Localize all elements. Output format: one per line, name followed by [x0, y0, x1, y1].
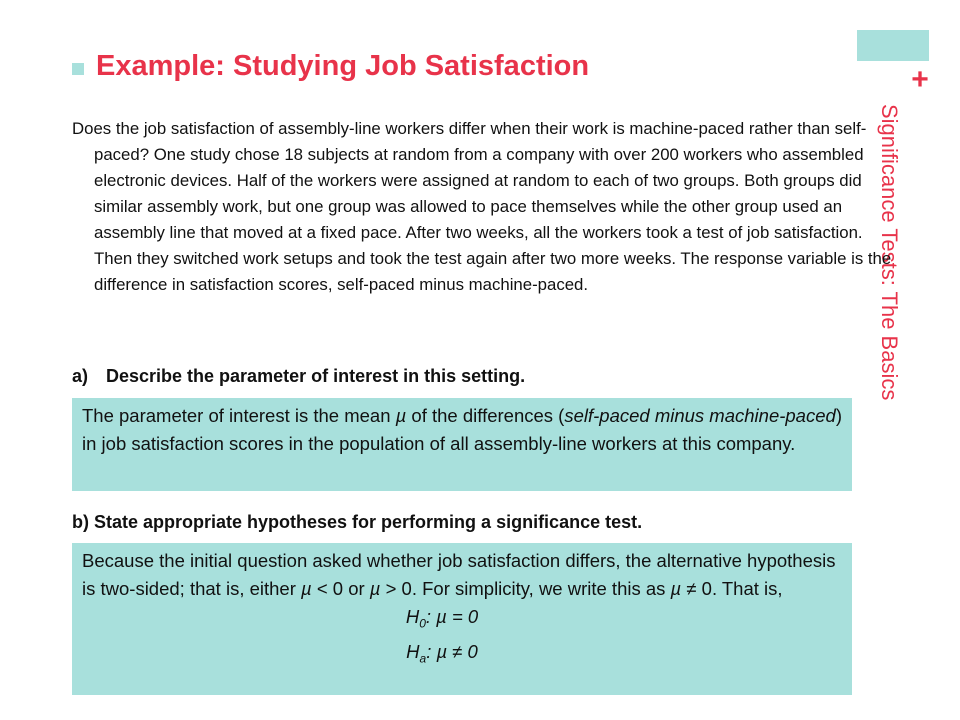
answer-b-text: < 0 or	[311, 578, 370, 599]
hypothesis-subscript: 0	[419, 616, 426, 631]
side-title: Significance Tests: The Basics	[877, 104, 902, 401]
mu-symbol: µ	[670, 578, 682, 599]
h-letter: H	[405, 606, 420, 627]
answer-b-paragraph	[82, 547, 842, 603]
answer-a-box	[72, 398, 852, 491]
answer-a-italic: self-paced minus machine-paced	[564, 405, 836, 426]
decorative-block	[857, 30, 929, 61]
answer-a-text: The parameter of interest is the mean	[82, 405, 396, 426]
answer-a-text: ) in job satisfaction scores in the population of all assembly-line workers at this company.	[82, 405, 842, 454]
question-a-text: Describe the parameter of interest in this setting.	[106, 366, 526, 386]
title-row	[72, 50, 589, 83]
answer-b-text: Because the initial question asked whether job satisfaction differs, the alternative hypothesis is two-sided; that is, either	[82, 550, 836, 599]
answer-b-text: > 0. For simplicity, we write this as	[380, 578, 671, 599]
mu-symbol: µ	[301, 578, 312, 599]
question-a-letter: a)	[72, 366, 89, 386]
question-a	[72, 366, 525, 387]
square-bullet-icon	[72, 63, 84, 75]
alternative-hypothesis	[82, 638, 842, 673]
null-hypothesis	[82, 603, 842, 638]
hypothesis-statement: : µ ≠ 0	[426, 640, 478, 662]
plus-icon: +	[911, 63, 929, 96]
question-b: b) State appropriate hypotheses for performing a significance test.	[72, 512, 643, 532]
h-letter: H	[406, 640, 420, 662]
answer-b-box	[72, 543, 852, 695]
hypothesis-subscript: a	[419, 651, 427, 666]
intro-paragraph: Does the job satisfaction of assembly-line workers differ when their work is machine-paced rather than self-paced? One study chose 18 subjects at random from a company with over 200 workers who assembled electronic devices. Half of the workers were assigned at random to each of two groups. Both groups did similar assembly work, but one group was allowed to pace themselves while the other group used an assembly line that moved at a fixed pace. After two weeks, all the workers took a test of job satisfaction. Then they switched work setups and took the test again after two more weeks. The response variable is the difference in satisfaction scores, self-paced minus machine-paced.	[72, 119, 892, 294]
mu-symbol: µ	[369, 578, 381, 599]
mu-symbol: µ	[395, 405, 407, 426]
hypothesis-statement: : µ = 0	[425, 606, 479, 627]
answer-b-text: ≠ 0. That is,	[681, 578, 783, 599]
answer-a-text: of the differences (	[406, 405, 565, 426]
slide-title: Example: Studying Job Satisfaction	[96, 50, 590, 82]
